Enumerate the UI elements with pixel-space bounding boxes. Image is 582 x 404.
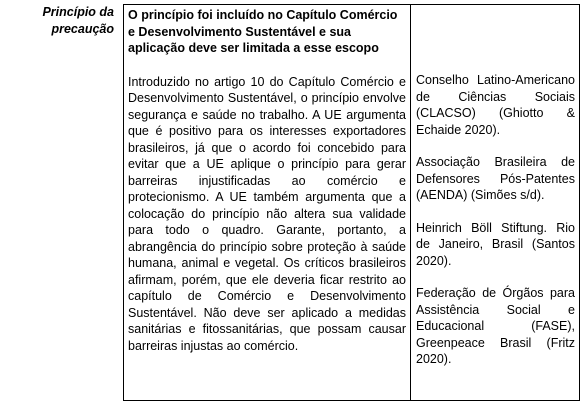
reference-item: Heinrich Böll Stiftung. Rio de Janeiro, Brasil (Santos 2020). — [416, 220, 575, 268]
reference-item: Federação de Órgãos para Assistência Social e Educacional (FASE), Greenpeace Brasil (Fritz 2020). — [416, 286, 575, 366]
description-cell — [124, 5, 411, 401]
comparison-table — [123, 4, 580, 401]
cell-heading: O princípio foi incluído no Capítulo Comércio e Desenvolvimento Sustentável e sua aplicação deve ser limitada a esse escopo — [128, 8, 398, 55]
cell-body: Introduzido no artigo 10 do Capítulo Comércio e Desenvolvimento Sustentável, o princípio envolve segurança e saúde no trabalho. A UE argumenta que é positivo para os interesses exportadores brasileiros, já que o acordo foi concebido para evitar que a UE aplique o princípio para gerar barreiras injustificadas ao comércio e protecionismo. A UE também argumenta que a colocação do princípio não altera sua validade para todo o quadro. Garante, portanto, a abrangência do princípio sobre proteção à saúde humana, animal e vegetal. Os críticos brasileiros afirmam, porém, que ele deveria ficar restrito ao capítulo de Comércio e Desenvolvimento Sustentável. Não deve ser aplicado a medidas sanitárias e fitossanitárias, que possam causar barreiras injustas ao comércio. — [128, 74, 406, 353]
references-cell — [411, 5, 580, 401]
row-label: Princípio da precaução — [42, 5, 114, 36]
reference-item: Conselho Latino-Americano de Ciências Sociais (CLACSO) (Ghiotto & Echaide 2020). — [416, 73, 575, 137]
reference-item: Associação Brasileira de Defensores Pós-Patentes (AENDA) (Simões s/d). — [416, 155, 575, 202]
